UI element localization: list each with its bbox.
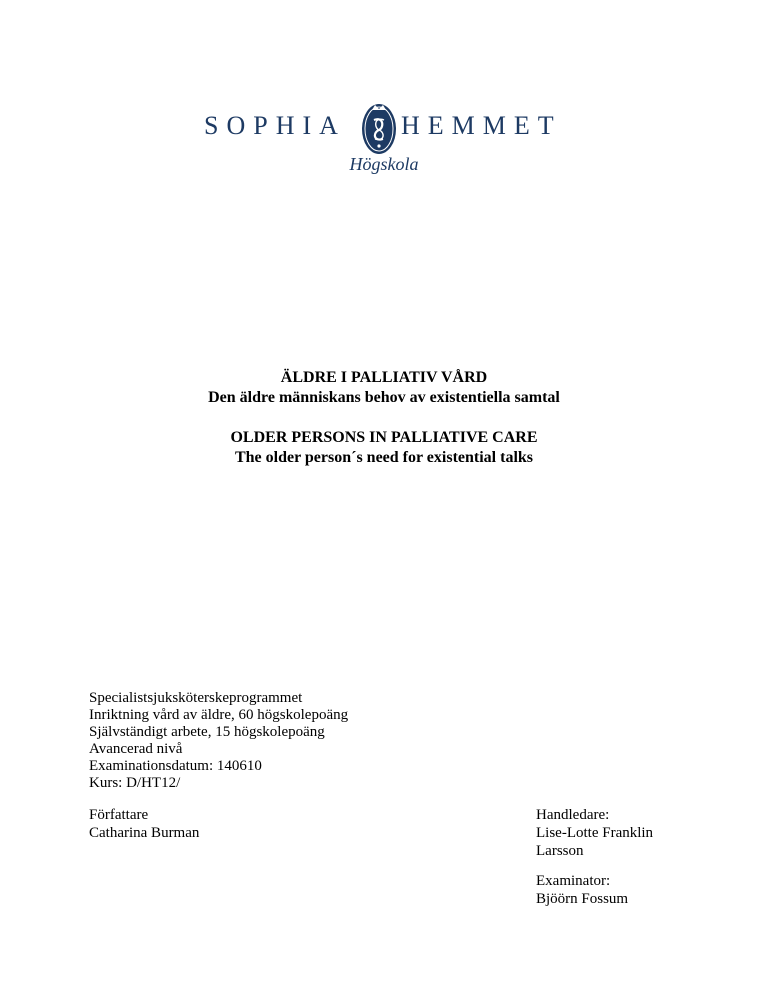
author-block <box>89 806 199 842</box>
logo-text-hemmet: HEMMET <box>401 111 562 140</box>
logo-subtitle: Högskola <box>349 154 419 174</box>
supervisor-name-line1: Lise-Lotte Franklin <box>536 825 654 841</box>
examination-date: Examinationsdatum: 140610 <box>89 758 262 774</box>
author-name: Catharina Burman <box>89 825 200 841</box>
examiner-block <box>536 872 628 908</box>
program-name: Specialistsjuksköterskeprogrammet <box>89 690 303 706</box>
logo-text-sophia: SOPHIA <box>204 111 346 140</box>
swedish-title: ÄLDRE I PALLIATIV VÅRD <box>280 369 488 386</box>
swedish-subtitle: Den äldre människans behov av existentiella samtal <box>208 389 560 406</box>
level: Avancerad nivå <box>89 741 183 757</box>
sophiahemmet-logo <box>0 98 768 178</box>
english-subtitle: The older person´s need for existential talks <box>234 449 534 466</box>
program-specialization: Inriktning vård av äldre, 60 högskolepoäng <box>89 707 349 723</box>
program-info <box>89 690 348 792</box>
thesis-titles <box>0 368 768 468</box>
examiner-name: Bjöörn Fossum <box>536 891 629 907</box>
english-title: OLDER PERSONS IN PALLIATIVE CARE <box>230 429 538 446</box>
examiner-label: Examinator: <box>536 873 611 889</box>
supervisor-name-line2: Larsson <box>536 843 584 859</box>
author-label: Författare <box>89 807 149 823</box>
supervisor-label: Handledare: <box>536 807 610 823</box>
thesis-credits: Självständigt arbete, 15 högskolepoäng <box>89 724 325 740</box>
supervisor-block <box>536 806 653 860</box>
crest-icon <box>360 98 398 156</box>
course-code: Kurs: D/HT12/ <box>89 775 181 791</box>
